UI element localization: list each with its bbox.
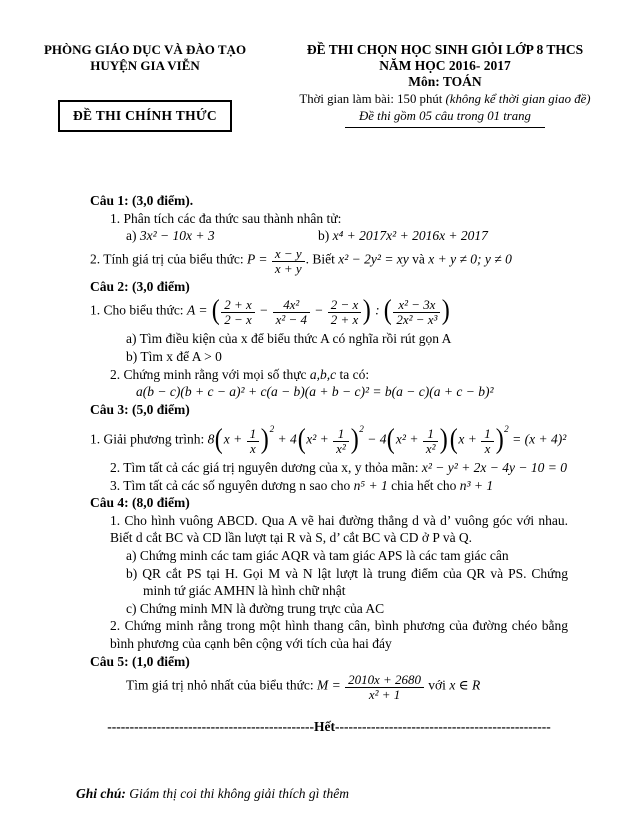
q1-item-1ab bbox=[126, 227, 568, 245]
pages-note-line bbox=[268, 108, 622, 128]
q1-item-1a: a) 3x² − 10x + 3 bbox=[126, 228, 215, 244]
q3-item-2: 2. Tìm tất cả các giá trị nguyên dương của x, y thỏa mãn: x² − y² + 2x − 4y − 10 = 0 bbox=[110, 460, 567, 476]
q3-item-1: 1. Giải phương trình: 8(x + $\frac{1}{x}$ )$^2$ + 4(x² + $\frac{1}{\text{x²}}$ )$^2$ − 4(x² + $\frac{1}{\text{x²}}$ )(x + $\frac{1}{x}$ )$^2$ = (x + 4)² bbox=[90, 423, 567, 457]
exam-title-block bbox=[262, 42, 622, 132]
q4-item-2: 2. Chứng minh rằng trong một hình thang cân, bình phương của đường chéo bằng bình phương của cạnh bên cộng với tích của hai đáy bbox=[110, 618, 568, 651]
q2-item-1b: b) Tìm x để A > 0 bbox=[126, 348, 222, 364]
end-divider: ----------------------------------------------Hết------------------------------------------------ bbox=[107, 719, 551, 735]
authority-line-1: PHÒNG GIÁO DỤC VÀ ĐÀO TẠO bbox=[43, 42, 247, 57]
question-3-heading: Câu 3: (5,0 điểm) bbox=[90, 401, 190, 417]
question-2-heading: Câu 2: (3,0 điểm) bbox=[90, 278, 190, 294]
issuing-authority-block bbox=[28, 42, 262, 132]
question-5 bbox=[90, 653, 568, 703]
exam-subject: Môn: TOÁN bbox=[408, 74, 482, 89]
exam-title-line-1: ĐỀ THI CHỌN HỌC SINH GIỎI LỚP 8 THCS bbox=[306, 42, 584, 57]
q2-item-1a: a) Tìm điều kiện của x để biểu thức A có nghĩa rồi rút gọn A bbox=[126, 331, 452, 347]
exam-body bbox=[0, 192, 644, 736]
q4-item-1a: a) Chứng minh các tam giác AQR và tam giác APS là các tam giác cân bbox=[126, 548, 509, 564]
duration-note: (không kể thời gian giao đề) bbox=[445, 92, 591, 106]
q5-item: Tìm giá trị nhỏ nhất của biểu thức: M = $\frac{2010x + 2680}{\text{x² + 1}}$ với x ∈ R bbox=[126, 672, 481, 703]
q3-item-3: 3. Tìm tất cả các số nguyên dương n sao cho n⁵ + 1 chia hết cho n³ + 1 bbox=[110, 477, 494, 493]
q4-item-1b: b) QR cắt PS tại H. Gọi M và N lật lượt là trung điểm của QR và PS. Chứng minh tứ giác AMHN là hình chữ nhật bbox=[126, 565, 568, 599]
q2-item-1: 1. Cho biểu thức: A = ( $\frac{2 + x}{2 - x}$ − $\frac{\text{4x²}}{\text{x² − 4}}$ − $\frac{2 - x}{2 + x}$ ) : ( $\frac{\text{x² − 3x}}{\text{2x² − x³}}$ ) bbox=[90, 295, 451, 328]
footnote bbox=[76, 786, 349, 802]
q2-item-2-equation: a(b − c)(b + c − a)² + c(a − b)(a + b − c)² = b(a − c)(a + c − b)² bbox=[136, 384, 494, 400]
q1-item-2: 2. Tính giá trị của biểu thức: P = $\frac{x - y}{x + y}$ . Biết x² − 2y² = xy và x + y ≠ 0; y ≠ 0 bbox=[90, 245, 512, 276]
footnote-text: Giám thị coi thi không giải thích gì thêm bbox=[125, 786, 349, 801]
q4-item-1: 1. Cho hình vuông ABCD. Qua A vẽ hai đường thẳng d và d’ vuông góc với nhau. Biết d cắt BC và CD lần lượt tại R và S, d’ cắt BC và CD ở P và Q. bbox=[110, 512, 568, 546]
authority-line-2: HUYỆN GIA VIỄN bbox=[90, 58, 200, 73]
question-2 bbox=[90, 278, 568, 401]
question-4-heading: Câu 4: (8,0 điểm) bbox=[90, 495, 190, 511]
q1-item-1: 1. Phân tích các đa thức sau thành nhân tử: bbox=[110, 210, 342, 226]
question-1 bbox=[90, 192, 568, 276]
question-5-heading: Câu 5: (1,0 điểm) bbox=[90, 653, 190, 669]
question-1-heading: Câu 1: (3,0 điểm). bbox=[90, 193, 194, 208]
exam-duration bbox=[268, 91, 622, 107]
q4-item-1c: c) Chứng minh MN là đường trung trực của AC bbox=[126, 600, 385, 616]
exam-title-line-2: NĂM HỌC 2016- 2017 bbox=[379, 58, 511, 73]
official-exam-stamp-box: ĐỀ THI CHÍNH THỨC bbox=[58, 100, 232, 132]
footnote-label: Ghi chú: bbox=[76, 786, 126, 801]
document-header bbox=[0, 0, 644, 132]
pages-note: Đề thi gồm 05 câu trong 01 trang bbox=[345, 108, 545, 128]
q2-item-2: 2. Chứng minh rằng với mọi số thực a,b,c ta có: bbox=[110, 366, 370, 382]
question-3 bbox=[90, 401, 568, 495]
question-4 bbox=[90, 494, 568, 652]
duration-text: Thời gian làm bài: 150 phút bbox=[299, 92, 446, 106]
q1-item-1b: b) x⁴ + 2017x² + 2016x + 2017 bbox=[318, 228, 488, 244]
